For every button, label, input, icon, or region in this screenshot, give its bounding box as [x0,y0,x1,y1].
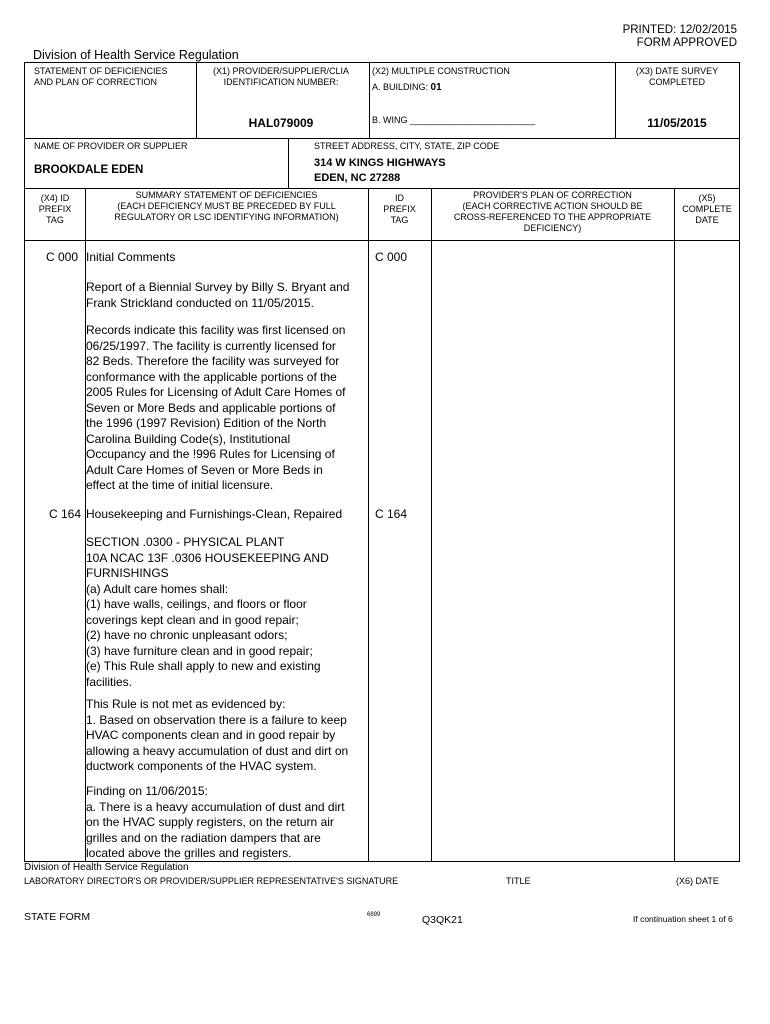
id-tag-c164: C 164 [375,507,408,521]
entry-paragraph: This Rule is not met as evidenced by: 1. Based on observation there is a failure to keep HVAC components clean and in good repair by allowing a heavy accumulation of dust and dirt on ductwork components of the HVAC system. [86,697,349,773]
form-code: Q3QK21 [422,914,463,926]
survey-date: 11/05/2015 [647,116,707,130]
x5-header: (X5) COMPLETE DATE [682,193,732,225]
title-label: TITLE [506,876,531,886]
entry-paragraph: Records indicate this facility was first licensed on 06/25/1997. The facility is currently licensed for 82 Beds. Therefore the facility was surveyed for conformance with the applicable portions of the 2005 Rules for Licensing of Adult Care Homes of Seven or More Beds and applicable portions of the 1996 (1997 Revision) Edition of the North Carolina Building Code(s), Institutional Occupancy and the !996 Rules for Licensing of Adult Care Homes of Seven or More Beds in effect at the time of initial licensure. [86,323,346,492]
provider-name-label: NAME OF PROVIDER OR SUPPLIER [34,141,188,151]
entry-paragraph: Report of a Biennial Survey by Billy S. Bryant and Frank Strickland conducted on 11/05/2015. [86,280,350,310]
prefix-tag-c164: C 164 [49,507,82,521]
x3-label: (X3) DATE SURVEY COMPLETED [635,66,719,87]
state-form-label: STATE FORM [24,911,91,923]
x4-header: (X4) ID PREFIX TAG [38,193,72,225]
signature-label: LABORATORY DIRECTOR'S OR PROVIDER/SUPPLIER REPRESENTATIVE'S SIGNATURE [24,876,399,886]
provider-id: HAL079009 [248,116,314,130]
id-tag-c000: C 000 [375,250,408,264]
printed-date: PRINTED: 12/02/2015 [622,24,737,36]
footer-division: Division of Health Service Regulation [24,862,189,873]
continuation-sheet: If continuation sheet 1 of 6 [633,914,733,924]
building-field: A. BUILDING: 01 [372,82,442,93]
entry-title-housekeeping: Housekeeping and Furnishings-Clean, Repaired [86,507,343,521]
prefix-tag-c000: C 000 [46,250,79,264]
form-code-small: 6899 [367,912,381,918]
entry-paragraph: SECTION .0300 - PHYSICAL PLANT 10A NCAC 13F .0306 HOUSEKEEPING AND FURNISHINGS (a) Adult care homes shall: (1) have walls, ceilings, and floors or floor coverings kept clean and in good repair; (2) have no chronic unpleasant odors; (3) have furniture clean and in good repair; (e) This Rule shall apply to new and existing facilities. [86,535,329,689]
entry-paragraph: Finding on 11/06/2015: a. There is a heavy accumulation of dust and dirt on the HVAC supply registers, on the return air grilles and on the radiation dampers that are located above the grilles and registers. [86,784,345,860]
statement-label: STATEMENT OF DEFICIENCIES AND PLAN OF CORRECTION [34,66,168,87]
x2-label: (X2) MULTIPLE CONSTRUCTION [372,66,510,76]
form-approved: FORM APPROVED [636,37,737,49]
date-label: (X6) DATE [676,876,719,886]
provider-name: BROOKDALE EDEN [34,164,144,176]
address-label: STREET ADDRESS, CITY, STATE, ZIP CODE [314,141,500,151]
wing-field: B. WING _________________________ [372,115,536,125]
id-header: ID PREFIX TAG [383,193,416,225]
printed-info [623,24,737,50]
plan-header: PROVIDER'S PLAN OF CORRECTION (EACH CORRECTIVE ACTION SHOULD BE CROSS-REFERENCED TO THE APPROPRIATE DEFICIENCY) [453,190,652,233]
address: 314 W KINGS HIGHWAYS EDEN, NC 27288 [314,157,446,184]
x1-label: (X1) PROVIDER/SUPPLIER/CLIA IDENTIFICATION NUMBER: [212,66,350,87]
division-title: Division of Health Service Regulation [33,48,239,62]
summary-header: SUMMARY STATEMENT OF DEFICIENCIES (EACH DEFICIENCY MUST BE PRECEDED BY FULL REGULATORY OR LSC IDENTIFYING INFORMATION) [114,190,339,222]
entry-title-initial-comments: Initial Comments [86,250,176,264]
building-value: 01 [430,82,442,93]
